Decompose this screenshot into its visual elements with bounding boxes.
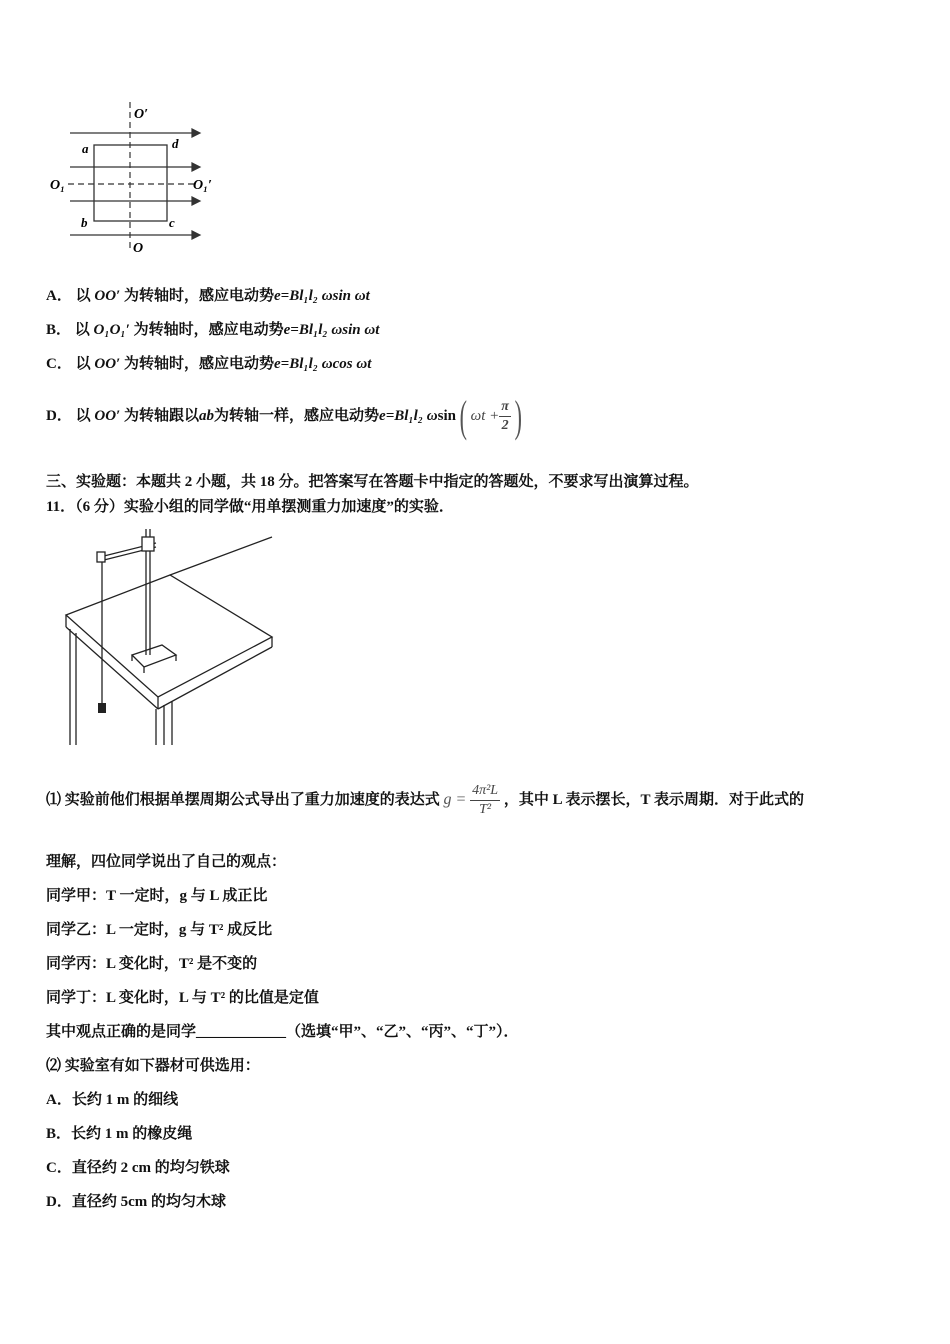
opinion-bing: 同学丙：L 变化时，T² 是不变的: [46, 956, 258, 972]
label-top: O′: [134, 107, 149, 122]
pendulum-apparatus-figure: [60, 527, 280, 752]
corner-c: c: [169, 215, 175, 230]
corner-b: b: [81, 215, 88, 230]
part1-line2: 理解，四位同学说出了自己的观点：: [46, 854, 287, 870]
equipment-c: C．直径约 2 cm 的均匀铁球: [46, 1160, 230, 1176]
question-11-title: 11．（6 分）实验小组的同学做“用单摆测重力加速度”的实验．: [46, 499, 454, 515]
equipment-a: A．长约 1 m 的细线: [46, 1092, 179, 1108]
label-left: O₁: [50, 178, 65, 193]
label-bottom: O: [133, 241, 144, 256]
equipment-d: D．直径约 5cm 的均匀木球: [46, 1194, 226, 1210]
corner-a: a: [82, 141, 89, 156]
part1-line1: ⑴ 实验前他们根据单摆周期公式导出了重力加速度的表达式 g = $\frac{\text{4π²L}}{\text{T²}}$ ，其中 L 表示摆长，T 表示周期．对于此式的: [46, 783, 804, 818]
opinion-yi: 同学乙：L 一定时，g 与 T² 成反比: [46, 922, 273, 938]
option-c: C． 以 OO′ 为转轴时，感应电动势e=Bl₁l₂ ωcos ωt: [46, 356, 372, 372]
opinion-jia: 同学甲：T 一定时，g 与 L 成正比: [46, 888, 268, 904]
corner-d: d: [172, 136, 179, 151]
pi-over-2: $\frac{\pi}{2}$: [501, 399, 509, 434]
answer-blank[interactable]: ____________: [196, 1024, 287, 1040]
option-d: D． 以 OO′ 为转轴跟以ab为转轴一样，感应电动势e=Bl₁l₂ ωsin( ωt + $\frac{\pi}{2}$ ): [46, 391, 522, 441]
section-heading: 三、实验题：本题共 2 小题，共 18 分。把答案写在答题卡中指定的答题处，不要求写出演算过程。: [46, 474, 699, 490]
label-right: O₁′: [193, 178, 212, 193]
g-formula-fraction: $\frac{\text{4π²L}}{\text{T²}}$: [472, 783, 499, 818]
equipment-b: B．长约 1 m 的橡皮绳: [46, 1126, 193, 1142]
opinion-ding: 同学丁：L 变化时，L 与 T² 的比值是定值: [46, 990, 319, 1006]
part2-intro: ⑵ 实验室有如下器材可供选用：: [46, 1058, 260, 1074]
coil-field-diagram: [48, 100, 228, 260]
option-b: B． 以 O₁O₁′ 为转轴时，感应电动势e=Bl₁l₂ ωsin ωt: [46, 322, 380, 338]
option-a: A． 以 OO′ 为转轴时，感应电动势e=Bl₁l₂ ωsin ωt: [46, 288, 370, 304]
fill-blank-line: 其中观点正确的是同学____________（选填“甲”、“乙”、“丙”、“丁”）．: [46, 1024, 519, 1040]
